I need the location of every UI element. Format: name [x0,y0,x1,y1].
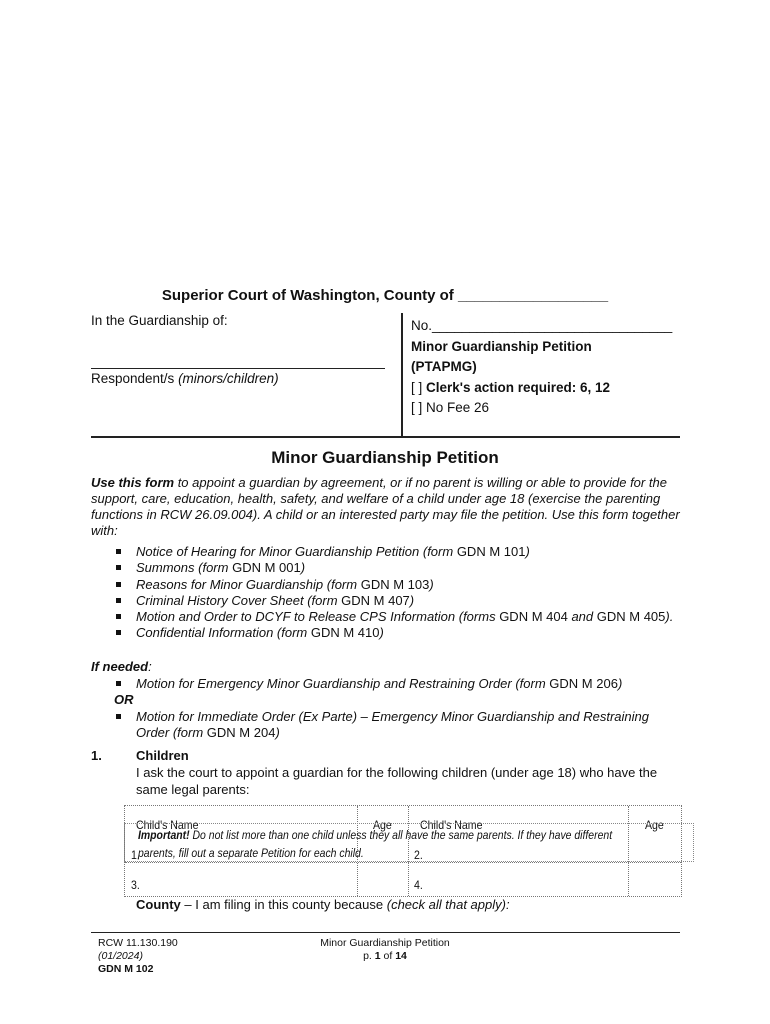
respondent-label-text: Respondent/s [91,371,179,386]
footer-title: Minor Guardianship Petition [320,937,450,949]
respondent-label [91,371,279,386]
list-item: Motion and Order to DCYF to Release CPS Information (forms GDN M 404 and GDN M 405). [91,609,681,625]
case-number-field: No.________________________________ [411,318,673,333]
table-row-divider [125,862,681,863]
footer-rule [91,932,680,933]
or-label: OR [114,692,134,707]
intro-text: to appoint a guardian by agreement, or if no parent is willing or able to provide for the support, care, education, health, safety, and welfare of a child under age 18 (exercise the parenting functions in RCW 26.09.004). A child or an interested party may file the petition. Use this form together with: [91,475,680,538]
section-title: Children [136,748,189,763]
page-indicator: p. 1 of 14 [363,950,407,962]
clerk-checkbox[interactable]: [ ] [411,379,427,395]
exparte-list [91,709,681,742]
child-name-cell[interactable]: 3. [131,878,140,892]
important-note: Important! Do not list more than one child unless they all have the same parents. If they have different parents, fill out a separate Petition for each child. [138,828,613,860]
table-header: Child's Name [420,818,483,832]
list-item: Criminal History Cover Sheet (form GDN M 407) [91,593,681,609]
child-name-cell[interactable]: 2. [414,848,423,862]
clerk-action-text: Clerk's action required: 6, 12 [426,379,611,395]
court-header: Superior Court of Washington, County of __________________ [161,287,609,304]
bullet-icon [116,714,121,719]
list-item: Notice of Hearing for Minor Guardianship Petition (form GDN M 101) [91,544,681,560]
no-fee-line[interactable]: [ ] No Fee 26 [411,400,490,415]
table-header: Child's Name [136,818,199,832]
intro-lead: Use this form [91,475,175,490]
bullet-icon [116,681,121,686]
footer-date: (01/2024) [98,950,143,962]
child-name-cell[interactable]: 4. [414,878,423,892]
footer-left [98,937,178,976]
footer-form-code: GDN M 102 [98,963,154,975]
list-item: Confidential Information (form GDN M 410) [91,625,681,641]
footer-center [290,937,480,963]
forms-list [91,544,681,642]
bullet-icon [116,565,121,570]
bullet-icon [116,630,121,635]
doc-title-line1: Minor Guardianship Petition [411,338,592,354]
clerk-action-line [411,378,672,399]
bullet-icon [116,614,121,619]
table-header: Age [373,818,392,832]
caption-right [411,316,672,419]
important-lead: Important! [138,828,190,842]
doc-title-line2: (PTAPMG) [411,359,477,374]
emergency-list [91,676,681,692]
list-item: Motion for Emergency Minor Guardianship and Restraining Order (form GDN M 206) [91,676,681,692]
footer-rcw: RCW 11.130.190 [98,937,178,949]
caption-bottom-rule [91,436,680,438]
table-header: Age [645,818,664,832]
county-note: (check all that apply): [386,897,510,912]
section-number: 1. [91,748,102,763]
county-line: County – I am filing in this county because (check all that apply): [136,897,510,912]
caption-divider [401,313,403,438]
bullet-icon [116,598,121,603]
child-name-cell[interactable]: 1. [131,848,140,862]
list-item: Motion for Immediate Order (Ex Parte) – Emergency Minor Guardianship and Restraining Order (form GDN M 204) [91,709,681,742]
section-text: I ask the court to appoint a guardian for the following children (under age 18) who have the same legal parents: [136,765,658,797]
respondent-note: (minors/children) [178,371,279,386]
if-needed-label: If needed: [91,659,152,674]
bullet-icon [116,582,121,587]
county-label: County [136,897,181,912]
guardianship-of-label: In the Guardianship of: [91,313,228,328]
respondent-name-line [91,368,385,369]
list-item: Summons (form GDN M 001) [91,560,681,576]
list-item: Reasons for Minor Guardianship (form GDN M 103) [91,577,681,593]
bullet-icon [116,549,121,554]
intro-paragraph [91,475,681,539]
form-title: Minor Guardianship Petition [271,448,499,467]
